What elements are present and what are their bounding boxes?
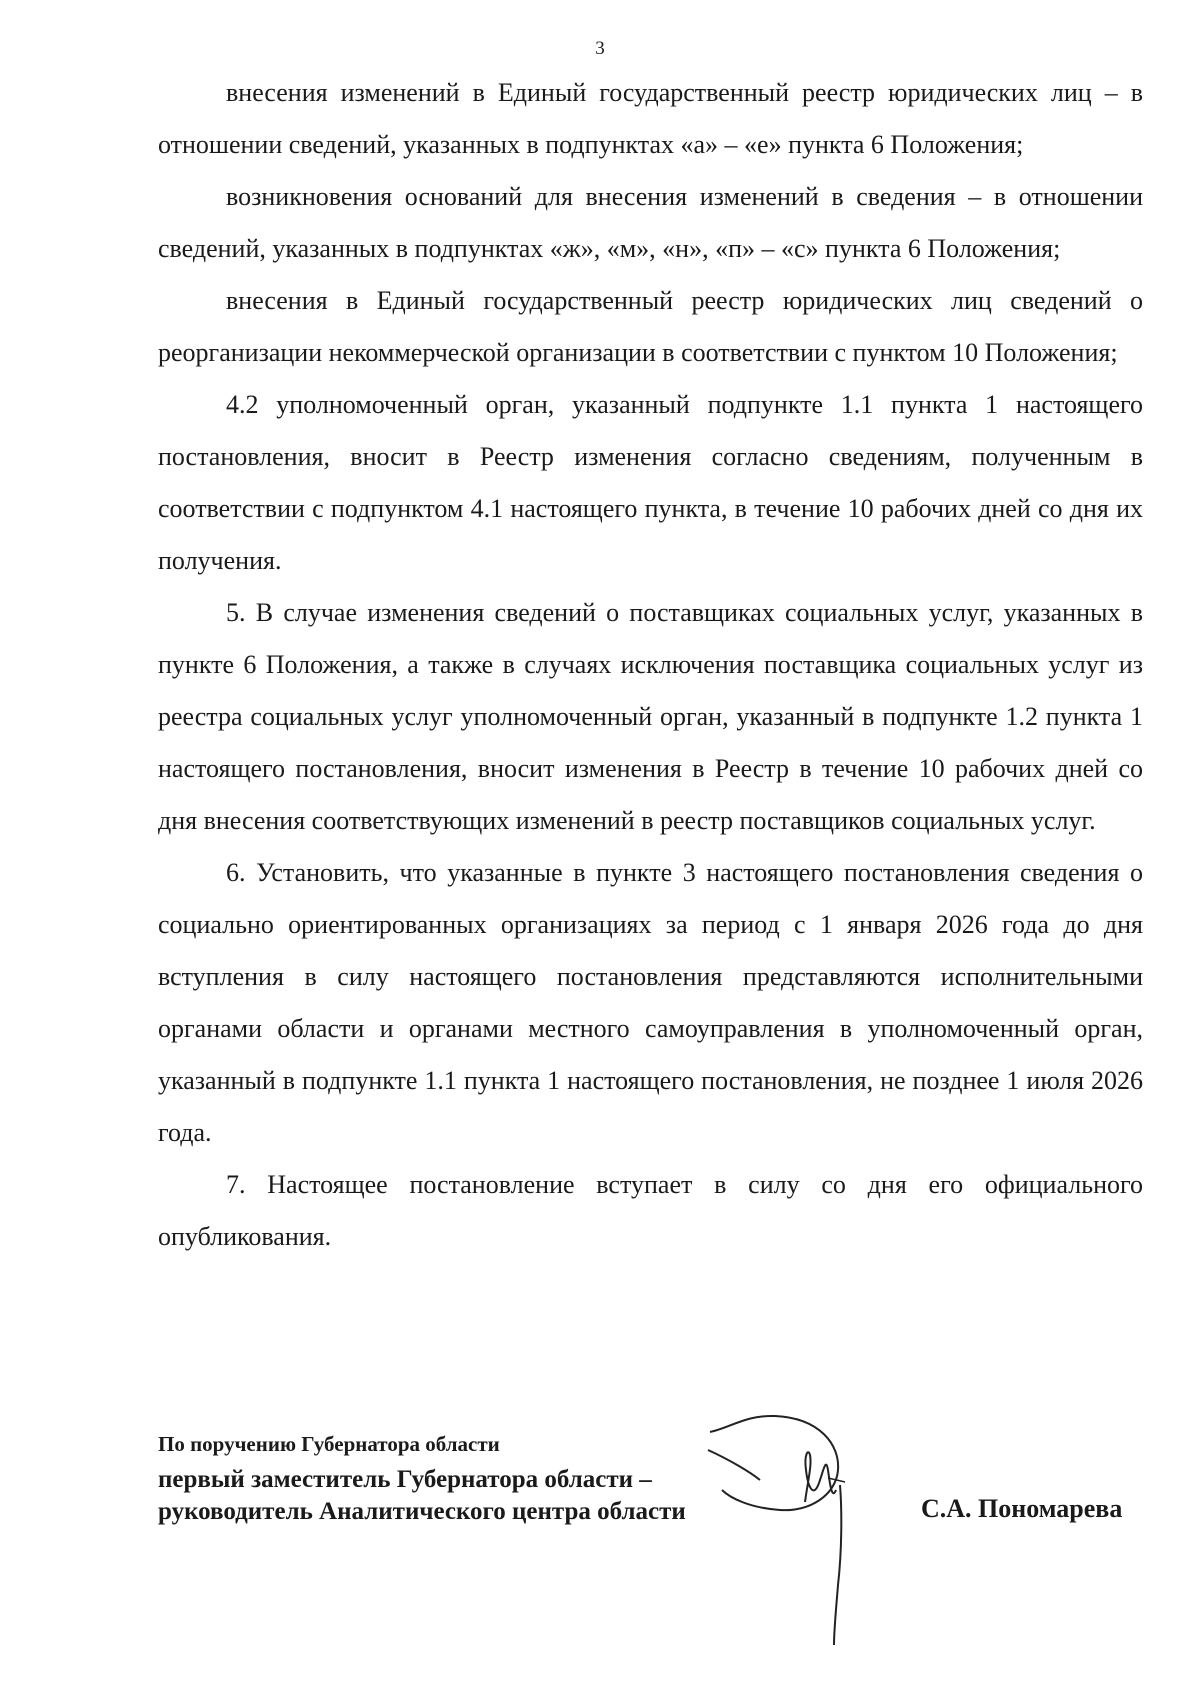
signatory-name: С.А. Пономарева [921, 1494, 1123, 1523]
paragraph: внесения изменений в Единый государственный реестр юридических лиц – в отношении сведений, указанных в подпунктах «а» – «е» пункта 6 Положения; [158, 78, 1143, 159]
signature-authority-line: По поручению Губернатора области [158, 1432, 500, 1456]
paragraph: возникновения оснований для внесения изменений в сведения – в отношении сведений, указанных в подпунктах «ж», «м», «н», «п» – «с» пункта 6 Положения; [158, 182, 1143, 263]
paragraph: 5. В случае изменения сведений о поставщиках социальных услуг, указанных в пункте 6 Положения, а также в случаях исключения поставщика социальных услуг из реестра социальных услуг уполномоченный орган, указанный в подпункте 1.2 пункта 1 настоящего постановления, вносит изменения в Реестр в течение 10 рабочих дней со дня внесения соответствующих изменений в реестр поставщиков социальных услуг. [158, 598, 1143, 835]
handwritten-signature [700, 1410, 920, 1650]
paragraph: 7. Настоящее постановление вступает в силу со дня его официального опубликования. [158, 1170, 1143, 1251]
signature-block [158, 1432, 1143, 1572]
document-body [158, 67, 1143, 1263]
signatory-position-line: руководитель Аналитического центра области [158, 1498, 686, 1525]
signatory-position-line: первый заместитель Губернатора области – [158, 1466, 652, 1493]
paragraph: внесения в Единый государственный реестр юридических лиц сведений о реорганизации некоммерческой организации в соответствии с пунктом 10 Положения; [158, 286, 1143, 367]
paragraph: 4.2 уполномоченный орган, указанный подпункте 1.1 пункта 1 настоящего постановления, вносит в Реестр изменения согласно сведениям, полученным в соответствии с подпунктом 4.1 настоящего пункта, в течение 10 рабочих дней со дня их получения. [158, 390, 1143, 575]
page-number: 3 [595, 38, 605, 59]
paragraph: 6. Установить, что указанные в пункте 3 настоящего постановления сведения о социально ориентированных организациях за период с 1 января 2026 года до дня вступления в силу настоящего постановления представляются исполнительными органами области и органами местного самоуправления в уполномоченный орган, указанный в подпункте 1.1 пункта 1 настоящего постановления, не позднее 1 июля 2026 года. [158, 858, 1143, 1147]
